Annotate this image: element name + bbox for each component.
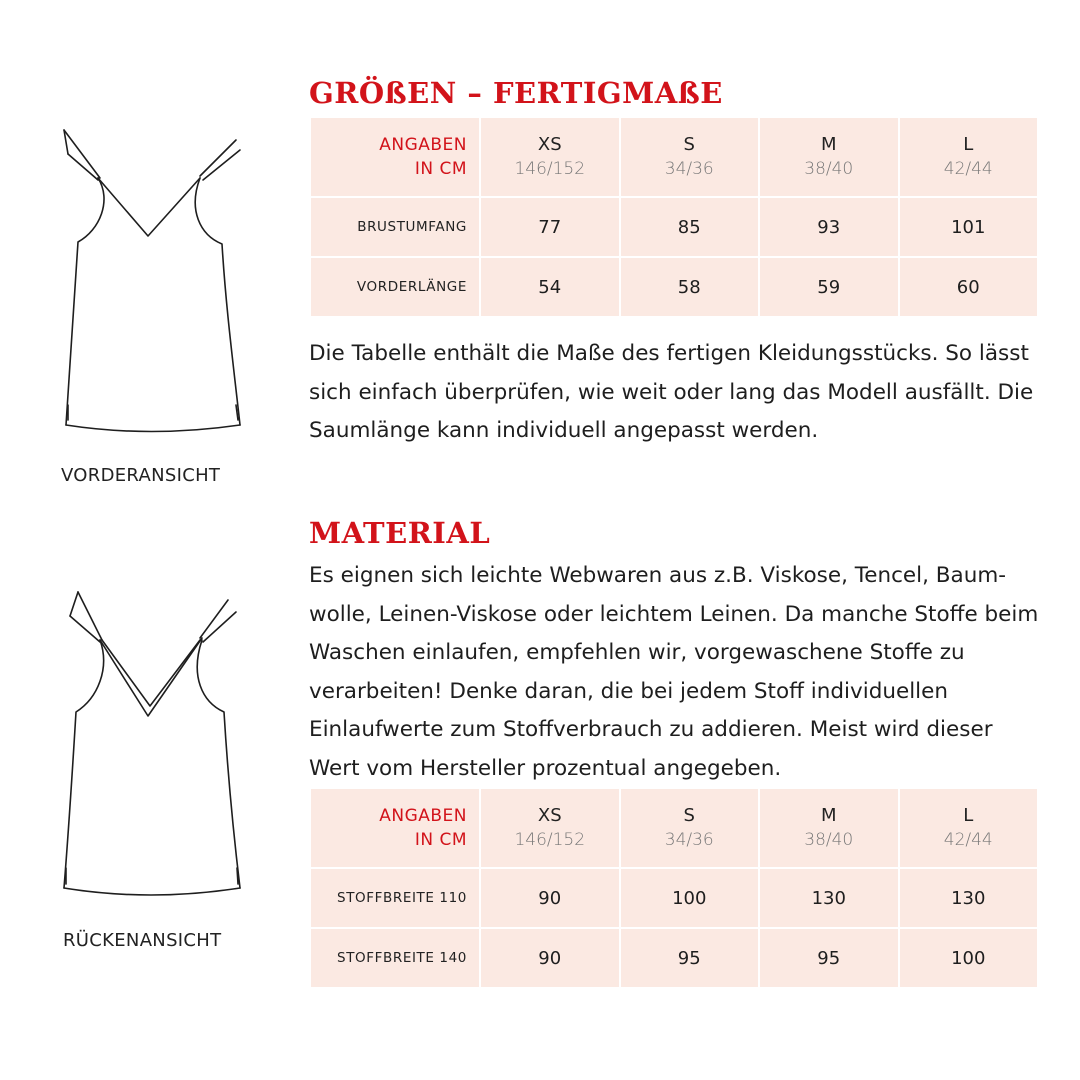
- size-column-m: M 38/40: [760, 789, 898, 867]
- table-cell: 90: [481, 929, 619, 987]
- table-cell: 130: [760, 869, 898, 927]
- table-cell: 54: [481, 258, 619, 316]
- sizes-description: Die Tabelle enthält die Maße des fertigen Kleidungsstücks. So lässt sich einfach überprüfen, wie weit oder lang das Modell ausfällt. Die Saumlänge kann individuell angepasst werden.: [309, 341, 1034, 443]
- table-row: [311, 929, 1037, 987]
- size-column-s: S 34/36: [621, 118, 759, 196]
- size-column-xs: XS 146/152: [481, 789, 619, 867]
- table-cell: 85: [621, 198, 759, 256]
- table-cell: 58: [621, 258, 759, 316]
- sizes-heading: GRÖßEN – FERTIGMAßE: [309, 76, 723, 110]
- table-cell: 60: [900, 258, 1038, 316]
- front-view-label: VORDERANSICHT: [61, 465, 221, 486]
- table-row: [311, 869, 1037, 927]
- table-row: [311, 258, 1037, 316]
- size-column-s: S 34/36: [621, 789, 759, 867]
- table-cell: 93: [760, 198, 898, 256]
- units-label: ANGABEN IN CM: [311, 118, 479, 196]
- material-description: Es eignen sich leichte Webwaren aus z.B. Viskose, Tencel, Baum-wolle, Leinen-Viskose oder leichtem Leinen. Da manche Stoffe beim Waschen einlaufen, empfehlen wir, vorgewaschene Stoffe zu verarbeiten! Denke daran, die bei jedem Stoff individuellen Einlaufwerte zum Stoffverbrauch zu addieren. Meist wird dieser Wert vom Hersteller prozentual angegeben.: [309, 563, 1039, 781]
- row-label: VORDERLÄNGE: [311, 258, 479, 316]
- size-column-xs: XS 146/152: [481, 118, 619, 196]
- table-cell: 90: [481, 869, 619, 927]
- row-label: BRUSTUMFANG: [311, 198, 479, 256]
- size-column-m: M 38/40: [760, 118, 898, 196]
- table-header-row: [311, 789, 1037, 867]
- table-header-row: [311, 118, 1037, 196]
- table-cell: 95: [760, 929, 898, 987]
- finished-measurements-table: [309, 116, 1039, 318]
- table-cell: 59: [760, 258, 898, 316]
- row-label: STOFFBREITE 110: [311, 869, 479, 927]
- table-row: [311, 198, 1037, 256]
- back-view-label: RÜCKENANSICHT: [63, 930, 222, 951]
- table-cell: 130: [900, 869, 1038, 927]
- table-cell: 77: [481, 198, 619, 256]
- table-cell: 100: [900, 929, 1038, 987]
- fabric-requirements-table: [309, 787, 1039, 989]
- table-cell: 100: [621, 869, 759, 927]
- material-heading: MATERIAL: [309, 516, 491, 550]
- top-back-view-illustration: [50, 588, 250, 908]
- units-label: ANGABEN IN CM: [311, 789, 479, 867]
- row-label: STOFFBREITE 140: [311, 929, 479, 987]
- size-column-l: L 42/44: [900, 118, 1038, 196]
- table-cell: 95: [621, 929, 759, 987]
- size-column-l: L 42/44: [900, 789, 1038, 867]
- table-cell: 101: [900, 198, 1038, 256]
- top-front-view-illustration: [50, 120, 250, 445]
